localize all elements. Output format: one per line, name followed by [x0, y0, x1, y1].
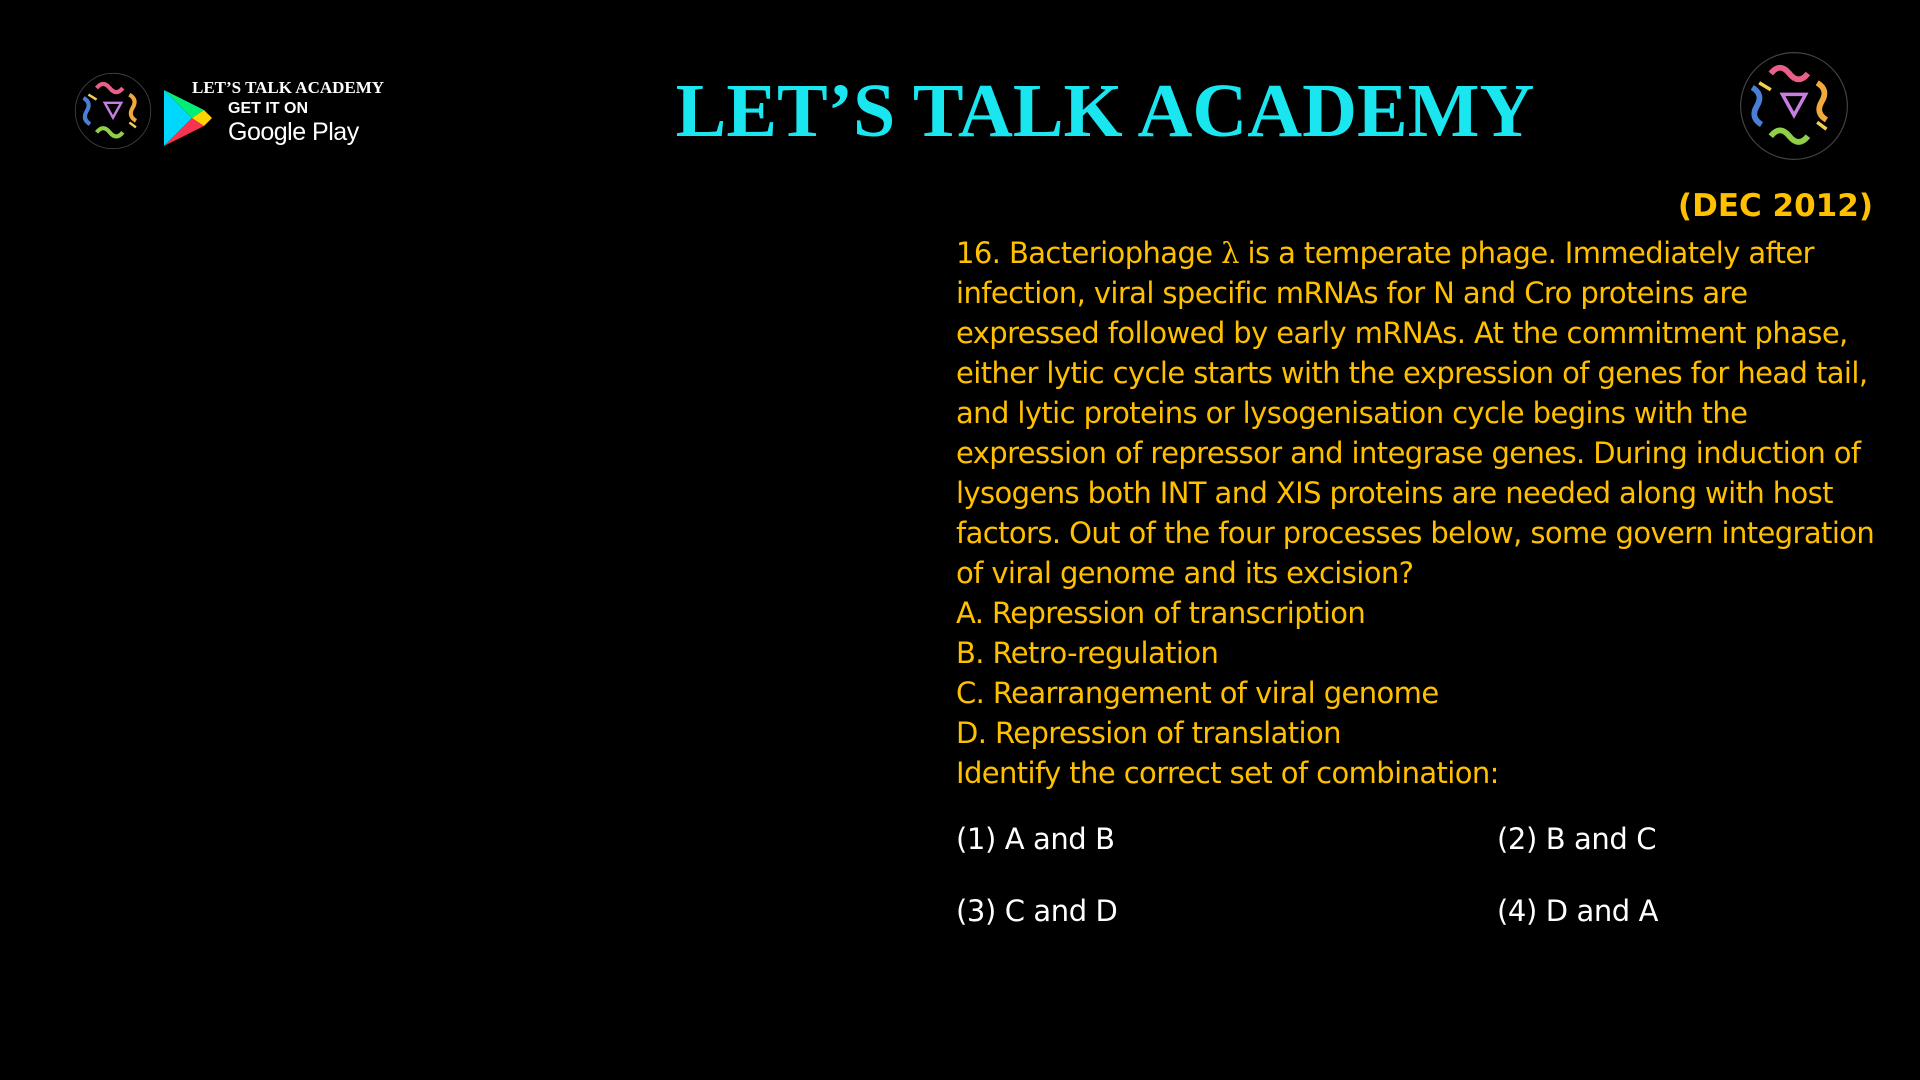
protein-structure-logo-icon	[72, 70, 154, 152]
google-play-badge[interactable]	[160, 76, 410, 156]
badge-academy-name: LET’S TALK ACADEMY	[192, 78, 385, 97]
statement-item: D. Repression of translation	[956, 716, 1341, 750]
statement-item: B. Retro-regulation	[956, 636, 1219, 670]
question-body: is a temperate phage. Immediately after infection, viral specific mRNAs for N and Cro proteins are expressed followed by early mRNAs. At the commitment phase, either lytic cycle starts with the expression of genes for head tail, and lytic proteins or lysogenisation cycle begins with the expression of repressor and integrase genes. During induction of lysogens both INT and XIS proteins are needed along with host factors. Out of the four processes below, some govern integration of viral genome and its excision?	[956, 236, 1875, 590]
google-play-triangle-icon	[160, 88, 214, 148]
protein-structure-logo-icon	[1736, 48, 1852, 164]
page-title: LET’S TALK ACADEMY	[675, 69, 1535, 153]
badge-store-name: Google Play	[228, 118, 359, 146]
statement-item: C. Rearrangement of viral genome	[956, 676, 1439, 710]
answer-option-2[interactable]: (2) B and C	[1497, 822, 1657, 856]
badge-get-it-on: GET IT ON	[228, 100, 308, 117]
instruction-text: Identify the correct set of combination:	[956, 756, 1499, 790]
statement-item: A. Repression of transcription	[956, 596, 1366, 630]
statement-list	[956, 593, 1886, 753]
lambda-symbol: λ	[1221, 236, 1239, 270]
answer-option-4[interactable]: (4) D and A	[1497, 894, 1659, 928]
answer-option-3[interactable]: (3) C and D	[956, 894, 1118, 928]
question-text	[956, 233, 1886, 593]
exam-year-tag: (DEC 2012)	[1677, 188, 1873, 224]
question-number: 16.	[956, 236, 1001, 270]
question-lead: Bacteriophage	[1008, 236, 1213, 270]
answer-option-1[interactable]: (1) A and B	[956, 822, 1115, 856]
